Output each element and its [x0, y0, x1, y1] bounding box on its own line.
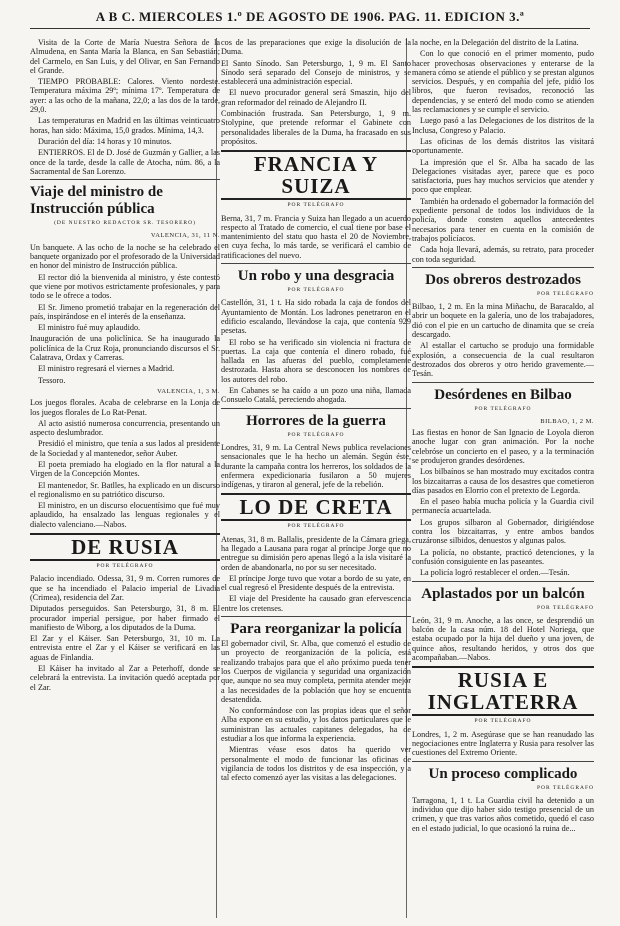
article-paragraph: Luego pasó a las Delegaciones de los distritos de la Inclusa, Congreso y Palacio.: [412, 116, 594, 135]
article-paragraph: ENTIERROS. El de D. José de Guzmán y Gallier, a las once de la tarde, desde la calle de Atocha, núm. 86, a la Sacramental de San Lorenzo.: [30, 148, 220, 176]
article-paragraph: Combinación frustrada. San Petersburgo, 1, 9 m. Stolypine, que pretende reformar el Gabinete con personalidades liberales de la Duma, ha fracasado en sus propósitos.: [221, 109, 411, 146]
article-paragraph: Castellón, 31, 1 t. Ha sido robada la caja de fondos del Ayuntamiento de Montán. Los ladrones penetraron en el edificio escalando, llevándose la caja, que contenía 929 pesetas.: [221, 298, 411, 336]
headline: DE RUSIA: [30, 533, 220, 561]
article-paragraph: El gobernador civil, Sr. Alba, que comenzó el estudio de un proyecto de reorganización de la policía, está realizando trabajos para que el año próximo pueda tener los Cuerpos de vigilancia y seguridad una organización que, aunque no sea muy completa, permita atender mejor a las necesidades de la población que hoy se encuentra desatendida.: [221, 639, 411, 704]
byline: POR TELÉGRAFO: [96, 563, 154, 570]
weather-paragraph: TIEMPO PROBABLE: Calores. Viento nordeste. Temperatura máxima 29º; mínima 17º. Temperatura de ayer: a las ocho de la mañana, 22,0; a las dos de la tarde, 29,0.: [30, 77, 220, 115]
column-3: [412, 38, 594, 918]
article-paragraph: Cada hoja llevará, además, su retrato, para proceder con toda seguridad.: [412, 245, 594, 264]
article-paragraph: Inauguración de una policlínica. Se ha inaugurado la policlínica de la Cruz Roja, pronunciando discursos el Sr. Calatrava, Ordax y Carreras.: [30, 334, 220, 363]
byline: POR TELÉGRAFO: [474, 718, 532, 725]
article-paragraph: Las temperaturas en Madrid en las últimas veinticuatro horas, han sido: Máxima, 15,0 grados. Mínima, 14,3.: [30, 116, 220, 135]
article-paragraph: El príncipe Jorge tuvo que votar a bordo de su yate, en el cual regresó el Presidente después de la entrevista.: [221, 573, 411, 593]
article-paragraph: El Káiser ha invitado al Zar a Peterhoff, donde se celebrará la entrevista. La invitación quedó aceptada por el Zar.: [30, 664, 220, 692]
byline: POR TELÉGRAFO: [536, 784, 594, 791]
headline: RUSIA E INGLATERRA: [412, 666, 594, 716]
byline: POR TELÉGRAFO: [287, 202, 345, 209]
article-paragraph: La impresión que el Sr. Alba ha sacado de las Delegaciones visitadas ayer, parece que es poco satisfactoria, pues hay muchos servicios que atender y poco que emplear.: [412, 157, 594, 195]
byline: POR TELÉGRAFO: [287, 431, 345, 438]
article-paragraph: cos de las preparaciones que exige la disolución de la Duma.: [221, 38, 411, 57]
article-paragraph: No conformándose con las propias ideas que el señor Alba expone en su estudio, y los datos particulares que le suministran las actuales capitanes delegados, ha de estudiar a los que informa la experiencia.: [221, 706, 411, 744]
article-paragraph: Londres, 1, 2 m. Asegúrase que se han reanudado las negociaciones entre Inglaterra y Rusia para resolver las cuestiones del Extremo Oriente.: [412, 729, 594, 758]
article-paragraph: Visita de la Corte de María Nuestra Señora de la Almudena, en Santa María la Blanca, en San Sebastián; del Carmelo, en San Luis, y del Olivar, en San Fernando el Grande.: [30, 38, 220, 75]
article-paragraph: En el paseo había mucha policía y la Guardia civil permanecía acuartelada.: [412, 497, 594, 516]
article-paragraph: El ministro, en un discurso elocuentísimo que fué muy aplaudido, ha ensalzado las lenguas regionales y el dialecto valenciano.—Nabos.: [30, 501, 220, 529]
headline: Aplastados por un balcón: [421, 585, 585, 602]
article-paragraph: El ministro regresará el viernes a Madrid.: [38, 364, 175, 374]
article-paragraph: La policía, no obstante, practicó detenciones, y la confusión consiguiente en las paseantes.: [412, 547, 594, 566]
article-paragraph: Las fiestas en honor de San Ignacio de Loyola dieron anoche lugar con gran animación. Por la noche celebróse un concierto en el paseo, y a la terminación se produjeron grandes desórdenes.: [412, 428, 594, 465]
article-paragraph: Al acto asistió numerosa concurrencia, presentando un aspecto deslumbrador.: [30, 418, 220, 438]
article-paragraph: la noche, en la Delegación del distrito de la Latina.: [412, 38, 579, 47]
headline: FRANCIA Y SUIZA: [221, 150, 411, 200]
headline: Un robo y una desgracia: [237, 268, 395, 285]
article-paragraph: Presidió el ministro, que tenía a sus lados al presidente de la Sociedad y al mantenedor, señor Auber.: [30, 439, 220, 458]
headline: Desórdenes en Bilbao: [434, 386, 572, 403]
byline: POR TELÉGRAFO: [536, 290, 594, 297]
signature: Tessoro.: [38, 375, 66, 385]
dateline: VALENCIA, 1, 3 M.: [157, 387, 220, 395]
column-1: [30, 38, 220, 918]
headline: Dos obreros destrozados: [425, 271, 581, 288]
article-paragraph: Los juegos florales. Acaba de celebrarse en la Lonja de los juegos florales de Lo Rat-Penat.: [30, 398, 220, 417]
byline: POR TELÉGRAFO: [536, 604, 594, 611]
byline: (DE NUESTRO REDACTOR SR. TESORERO): [54, 220, 196, 227]
article-paragraph: El rector dió la bienvenida al ministro, y éste contestó que viene por motivos estrictamente profesionales, y para todo se le ofrece a todos.: [30, 272, 220, 301]
article-paragraph: El ministro fué muy aplaudido.: [38, 323, 141, 333]
article-paragraph: Duración del día: 14 horas y 10 minutos.: [38, 136, 172, 146]
column-2: [221, 38, 411, 918]
article-paragraph: El mantenedor, Sr. Batlles, ha explicado en un discurso el regionalismo en su patriótico discurso.: [30, 480, 220, 499]
article-paragraph: Londres, 31, 9 m. La Central News publica revelaciones sensacionales que le ha hecho un alemán. Según éste, durante la campaña contra los herreros, los soldados de la enfermera expedicionaria fusilaron a 50 mujeres indígenas, y tiraron al general, jefe de la rebelión.: [221, 442, 411, 490]
article-paragraph: El Sr. Jimeno prometió trabajar en la regeneración del país, inspirándose en el interés de la enseñanza.: [30, 302, 220, 321]
headline: Horrores de la guerra: [246, 412, 386, 429]
article-paragraph: El nuevo procurador general será Smaszin, hijo del gran reformador del reinado de Alejandro II.: [221, 88, 411, 107]
headline: Un proceso complicado: [428, 765, 578, 782]
masthead: [0, 0, 620, 34]
article-paragraph: Las oficinas de los demás distritos las visitará oportunamente.: [412, 136, 594, 156]
headline: LO DE CRETA: [221, 493, 411, 521]
byline: POR TELÉGRAFO: [287, 523, 345, 530]
article-paragraph: Berna, 31, 7 m. Francia y Suiza han llegado a un acuerdo respecto al Tratado de comercio, el cual tiene por base el mantenimiento del statu quo hasta el 20 de Noviembre, en cuya fecha, lo más tarde, se verificará el cambio de ratificaciones del nuevo.: [221, 213, 411, 260]
article-paragraph: Un banquete. A las ocho de la noche se ha celebrado el banquete organizado por el profesorado de la Universidad en honor del ministro de Instrucción pública.: [30, 242, 220, 271]
article-paragraph: El Zar y el Káiser. San Petersburgo, 31, 10 m. La entrevista entre el Zar y el Káiser se verificará en las aguas de Finlandia.: [30, 634, 220, 662]
article-paragraph: El robo se ha verificado sin violencia ni fractura de puertas. La caja que contenía el dinero robado, fué hallada en las afueras del pueblo, completamente destrozada. Hasta ahora se desconocen los nombres de los autores del robo.: [221, 337, 411, 384]
article-paragraph: También ha ordenado el gobernador la formación del expediente personal de todos los individuos de la policía, donde consten aquellos antecedentes necesarios para tener en cuenta en la comisión de trabajos policíacos.: [412, 196, 594, 243]
article-paragraph: Palacio incendiado. Odessa, 31, 9 m. Corren rumores de que se ha incendiado el Palacio imperial de Livadia (Crimea), residencia del Zar.: [30, 574, 220, 602]
byline: POR TELÉGRAFO: [474, 405, 532, 412]
masthead-text: A B C. MIERCOLES 1.º DE AGOSTO DE 1906. PAG. 11. EDICION 3.ª: [95, 9, 525, 24]
article-paragraph: Atenas, 31, 8 m. Ballalis, presidente de la Cámara griega, ha llegado a Lausana para rogar al príncipe Jorge que no entregue su dimisión pero apenas llegó a la isla visitaré la orden de abandonarla, no por su ser necesitado.: [221, 534, 411, 572]
article-paragraph: En Cabanes se ha caído a un pozo una niña, llamada Consuelo Catalá, pereciendo ahogada.: [221, 386, 411, 405]
dateline: BILBAO, 1, 2 M.: [540, 417, 594, 425]
article-paragraph: Con lo que conoció en el primer momento, pudo hacer provechosas observaciones y enterarse de la manera cómo se atiende el público y se prestan algunos servicios. Después, y en compañía del jefe, pidió los libros, que fueron revisados, reconoció las dependencias, y se enteró del modo como se atienden las reclamaciones y se cumple el servicio.: [412, 49, 594, 115]
byline: POR TELÉGRAFO: [287, 287, 345, 294]
article-paragraph: El Santo Sínodo. San Petersburgo, 1, 9 m. El Santo Sínodo será separado del Consejo de ministros, y se establecerá una administración especial.: [221, 58, 411, 87]
article-paragraph: El viaje del Presidente ha causado gran efervescencia entre los cretenses.: [221, 594, 411, 613]
article-paragraph: Los bilbaínos se han mostrado muy excitados contra los bizcaitarras a causa de los desastres que cometieron días pasados en Elorrio con el pretexto de Legorda.: [412, 467, 594, 495]
headline: Para reorganizar la policía: [230, 621, 402, 638]
headline: Viaje del ministro de Instrucción pública: [30, 184, 163, 218]
article-paragraph: Diputados perseguidos. San Petersburgo, 31, 8 m. El procurador imperial persigue, por haber firmado el manifiesto de Wiborg, a los diputados de la Duma.: [30, 604, 220, 632]
article-paragraph: Tarragona, 1, 1 t. La Guardia civil ha detenido a un individuo que dijo haber sido testigo presencial de un crimen, y que tras varios años cometido, quedó el caso en el estado judicial, lo que ocasionó la ruina de...: [412, 795, 594, 833]
article-paragraph: Los grupos silbaron al Gobernador, dirigiéndose contra los bizcaitarras, y entre ambos bandos cruzáronse silbidos, denuestos y algunas palos.: [412, 517, 594, 546]
dateline: VALENCIA, 31, 11 N.: [150, 232, 220, 240]
article-paragraph: Mientras véase esos datos ha querido ver personalmente el modo de funcionar las oficinas de vigilancia de todos los distritos y de esa inspección, y a tal efecto comenzó ayer las visitas a las delegaciones.: [221, 745, 411, 783]
article-paragraph: Bilbao, 1, 2 m. En la mina Miñachu, de Baracaldo, al abrir un boquete en la galería, uno de los trabajadores, dió con el pie en un cartucho de dinamita que se creía descargado.: [412, 302, 594, 340]
article-paragraph: La policía logró restablecer el orden.—Tesán.: [420, 568, 570, 578]
article-paragraph: El poeta premiado ha elogiado en la flor natural a la Virgen de la Concepción Montes.: [30, 459, 220, 479]
article-paragraph: León, 31, 9 m. Anoche, a las once, se desprendió un balcón de la casa núm. 18 del Hotel Noriega, que estaba ocupado por la hija del dueño y una joven, de quince años, resultando heridos, y otros dos que acompañaban.—Nabos.: [412, 615, 594, 663]
article-paragraph: Al estallar el cartucho se produjo una formidable explosión, a consecuencia de la cual resultaron destrozados dos obreros y otro herido gravemente.—Tesán.: [412, 341, 594, 379]
